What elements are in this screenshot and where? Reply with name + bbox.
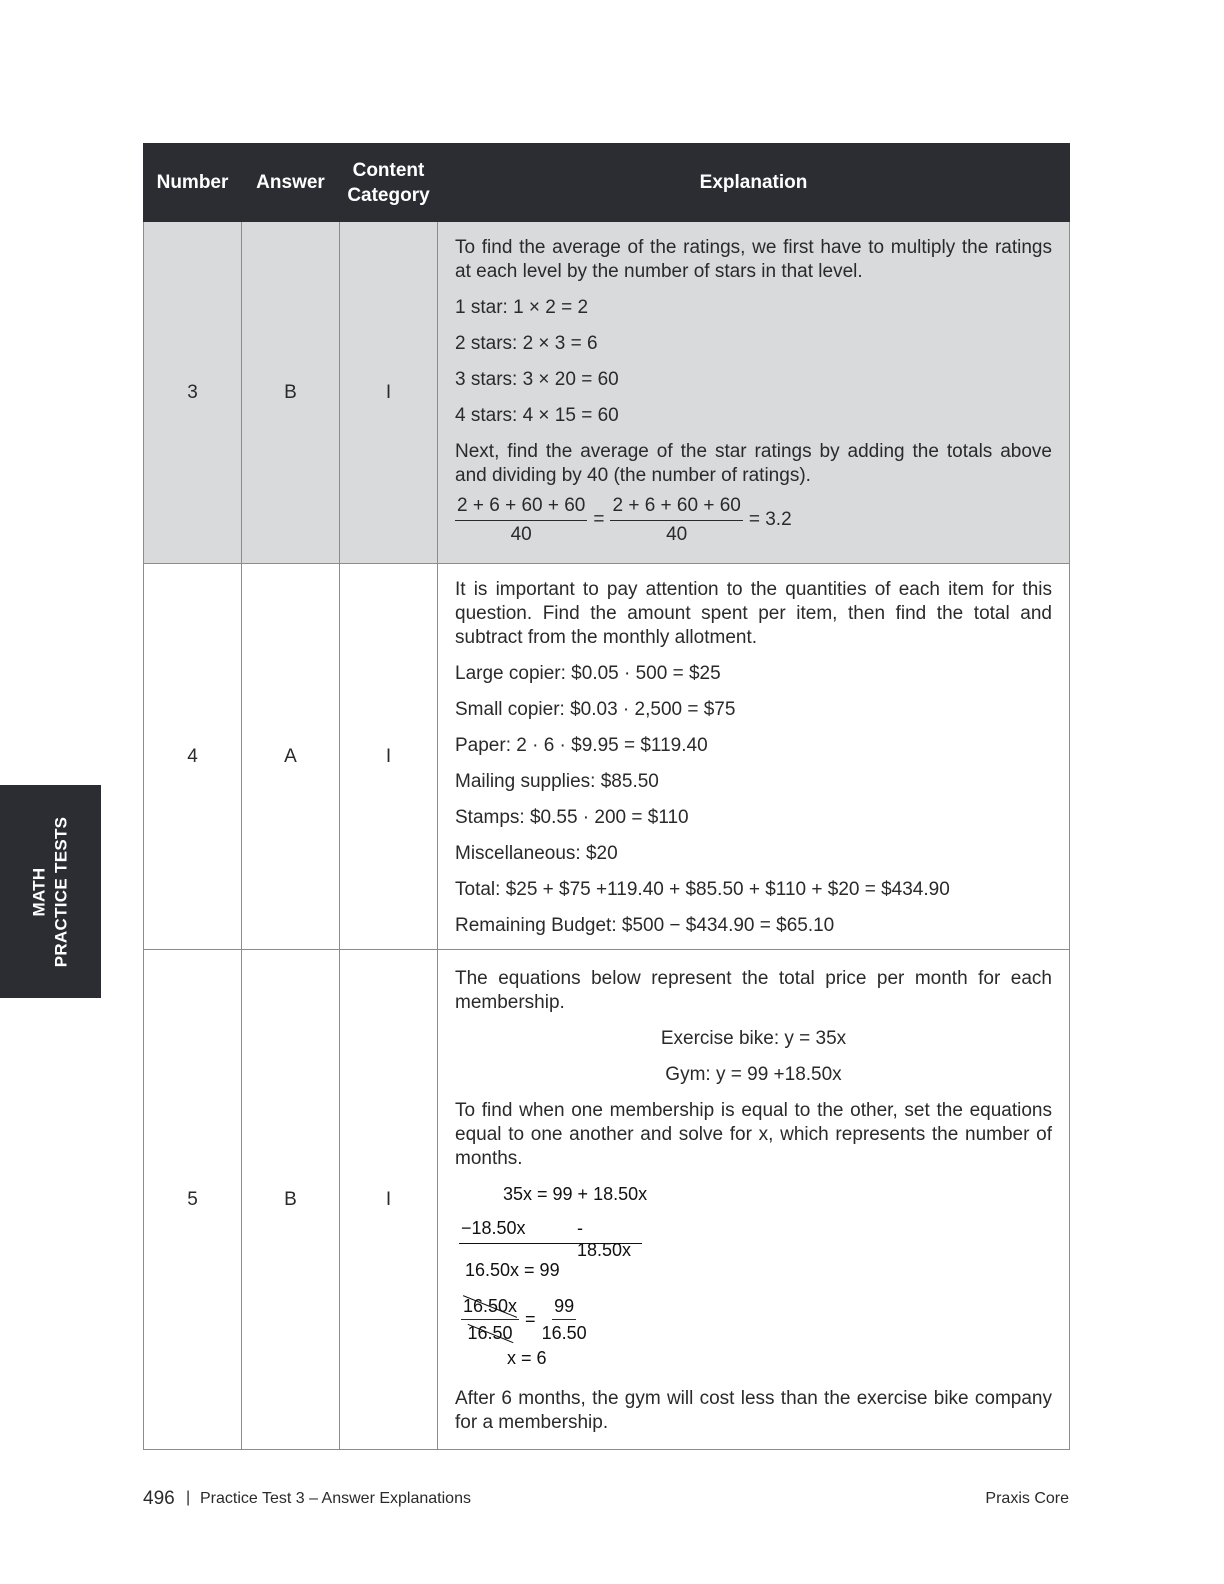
- calc-line: 1 star: 1 × 2 = 2: [455, 297, 589, 318]
- work-line: 35x = 99 + 18.50x: [503, 1183, 648, 1204]
- footer-book-title: Praxis Core: [985, 1490, 1069, 1507]
- fraction-numerator: 2 + 6 + 60 + 60: [455, 494, 587, 521]
- work-line-subtract: [459, 1217, 642, 1260]
- fraction-denominator: [468, 1320, 513, 1344]
- work-line: 16.50x = 99: [465, 1259, 560, 1280]
- equals-sign: =: [525, 1308, 536, 1329]
- header-explanation: Explanation: [438, 144, 1070, 222]
- row-explanation: [438, 950, 1070, 1450]
- calc-line: Mailing supplies: $85.50: [455, 770, 659, 792]
- row-answer: B: [242, 222, 340, 564]
- formula-result: = 3.2: [748, 508, 792, 530]
- work-line: x = 6: [507, 1347, 547, 1368]
- explanation-text: To find the average of the ratings, we first have to multiply the ratings at each level by the number of stars in that level.: [455, 237, 1052, 282]
- calc-line: Total: $25 + $75 +119.40 + $85.50 + $110 + $20 = $434.90: [455, 878, 950, 900]
- explanation-text: Next, find the average of the star ratings by adding the totals above and dividing by 40 (the number of ratings).: [455, 441, 1052, 486]
- section-tab-line2: PRACTICE TESTS: [51, 816, 71, 967]
- row-explanation: [438, 564, 1070, 950]
- explanation-text: After 6 months, the gym will cost less than the exercise bike company for a membership.: [455, 1387, 1052, 1433]
- section-tab: [0, 785, 101, 998]
- calc-line: Small copier: $0.03 · 2,500 = $75: [455, 698, 736, 720]
- equals-sign: =: [593, 508, 605, 530]
- equation-exercise-bike: [455, 1027, 1052, 1051]
- row-number: 3: [144, 222, 242, 564]
- calc-line: Large copier: $0.05 · 500 = $25: [455, 662, 721, 684]
- calc-line: Remaining Budget: $500 − $434.90 = $65.10: [455, 914, 835, 936]
- row-answer: A: [242, 564, 340, 950]
- calc-line: 2 stars: 2 × 3 = 6: [455, 333, 598, 354]
- explanation-text: To find when one membership is equal to the other, set the equations equal to one another and solve for x, which represents the number of months.: [455, 1099, 1052, 1169]
- row-category: I: [340, 950, 438, 1450]
- explanation-text: The equations below represent the total price per month for each membership.: [455, 967, 1052, 1013]
- subtract-right: - 18.50x: [577, 1217, 632, 1260]
- row-category: I: [340, 222, 438, 564]
- footer-title: Practice Test 3 – Answer Explanations: [200, 1490, 471, 1507]
- answer-table: [143, 143, 1070, 1450]
- fraction: [461, 1295, 519, 1344]
- calc-line: 4 stars: 4 × 15 = 60: [455, 405, 619, 426]
- calc-line: Paper: 2 · 6 · $9.95 = $119.40: [455, 734, 708, 756]
- cancelled-term: 16.50x: [463, 1296, 518, 1316]
- footer-separator: |: [186, 1489, 191, 1506]
- equation-label: Gym:: [665, 1063, 716, 1085]
- header-content-category: Content Category: [340, 144, 438, 222]
- row-number: 5: [144, 950, 242, 1450]
- table-header-row: [144, 144, 1070, 222]
- average-formula: [455, 494, 1052, 547]
- table-row: [144, 564, 1070, 950]
- fraction: [610, 494, 742, 547]
- fraction: [542, 1295, 587, 1344]
- equation-label: Exercise bike:: [660, 1027, 785, 1049]
- table-row: [144, 222, 1070, 564]
- fraction: [455, 494, 587, 547]
- subtract-left: −18.50x: [461, 1217, 526, 1238]
- row-explanation: [438, 222, 1070, 564]
- fraction-numerator: [461, 1295, 519, 1320]
- page-footer: [143, 1488, 1069, 1512]
- section-tab-line1: MATH: [29, 866, 49, 917]
- calc-line: Stamps: $0.55 · 200 = $110: [455, 806, 689, 828]
- table-row: [144, 950, 1070, 1450]
- page-number: 496: [143, 1488, 175, 1509]
- row-answer: B: [242, 950, 340, 1450]
- header-answer: Answer: [242, 144, 340, 222]
- explanation-text: It is important to pay attention to the quantities of each item for this question. Find the amount spent per item, then find the total and subtract from the monthly allotment.: [455, 578, 1052, 648]
- fraction-numerator: 99: [552, 1295, 576, 1320]
- fraction-denominator: 40: [510, 524, 532, 545]
- fraction-numerator: 2 + 6 + 60 + 60: [610, 494, 742, 521]
- work-line-divide: [459, 1293, 1052, 1347]
- calc-line: Miscellaneous: $20: [455, 842, 618, 864]
- header-number: Number: [144, 144, 242, 222]
- equation-math: y = 35x: [784, 1027, 847, 1049]
- equation-gym: [455, 1063, 1052, 1087]
- row-category: I: [340, 564, 438, 950]
- equation-math: y = 99 +18.50x: [715, 1063, 842, 1085]
- fraction-denominator: 16.50: [541, 1323, 587, 1343]
- calc-line: 3 stars: 3 × 20 = 60: [455, 369, 619, 390]
- row-number: 4: [144, 564, 242, 950]
- cancelled-term: 16.50: [467, 1323, 513, 1343]
- fraction-denominator: 40: [666, 524, 688, 545]
- worked-solution: [459, 1183, 1052, 1373]
